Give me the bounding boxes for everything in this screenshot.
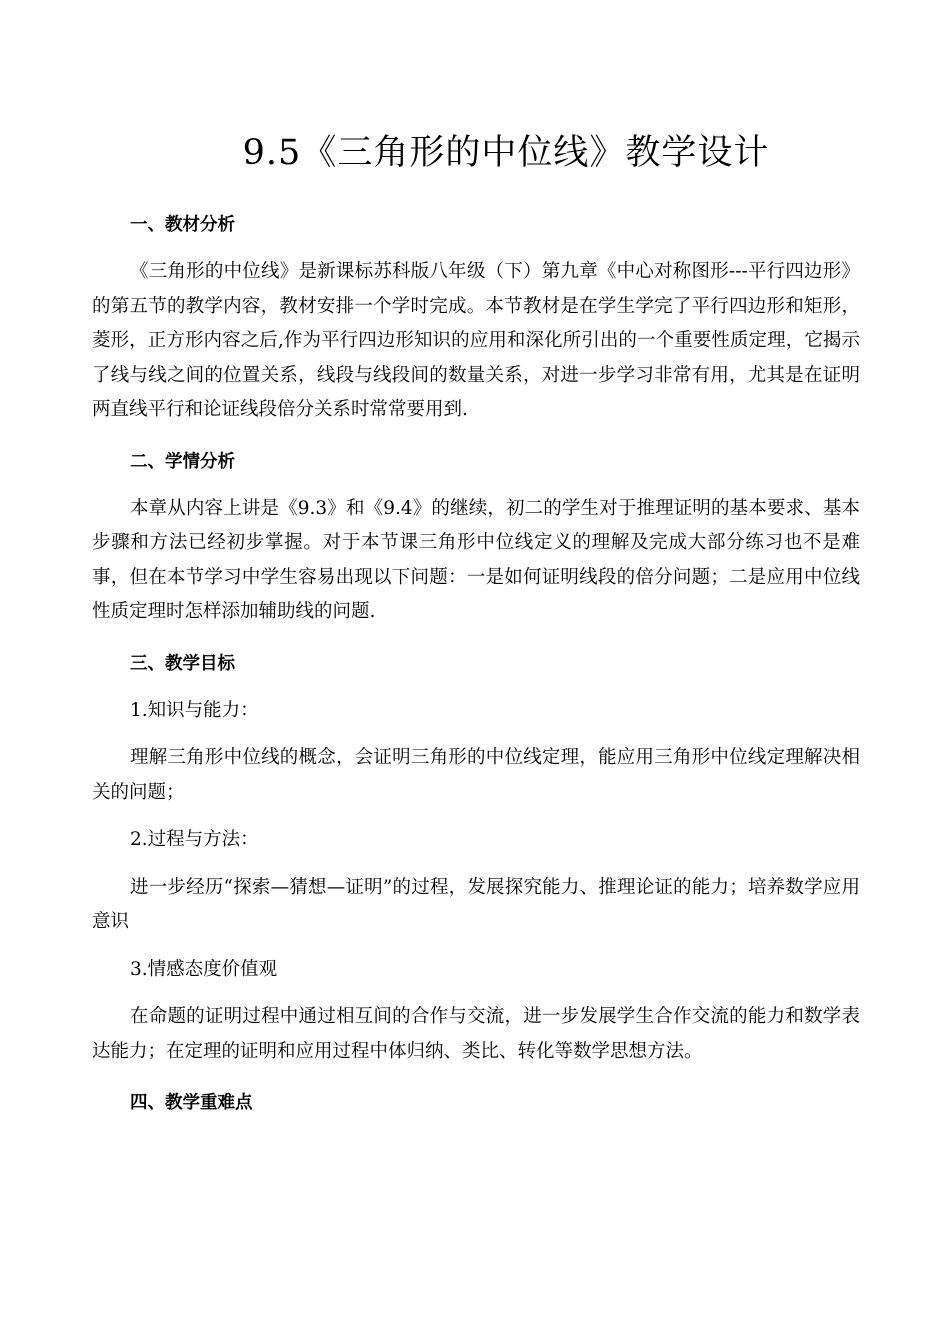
section-heading-learners: 二、学情分析 <box>130 451 235 472</box>
spacer <box>92 810 860 823</box>
document-body <box>92 208 860 1120</box>
paragraph-objective-process: 进一步经历“探索—猜想—证明”的过程，发展探究能力、推理论证的能力；培养数学应用意识 <box>92 876 860 932</box>
paragraph-objective-attitude: 在命题的证明过程中通过相互间的合作与交流，进一步发展学生合作交流的能力和数学表达能力；在定理的证明和应用过程中体归纳、类比、转化等数学思想方法。 <box>92 1006 860 1062</box>
spacer <box>92 858 860 871</box>
spacer <box>92 940 860 953</box>
spacer <box>92 479 860 492</box>
section-heading-objectives: 三、教学目标 <box>130 653 235 674</box>
spacer <box>92 630 860 647</box>
objective-subheading-knowledge: 1.知识与能力： <box>130 699 259 721</box>
objective-subheading-process: 2.过程与方法： <box>130 829 259 850</box>
spacer <box>92 428 860 445</box>
paragraph-materials-analysis: 《三角形的中位线》是新课标苏科版八年级（下）第九章《中心对称图形---平行四边形》的第五节的教学内容，教材安排一个学时完成。本节教材是在学生学完了平行四边形和矩形，菱形，正方形内容之后,作为平行四边形知识的应用和深化所引出的一个重要性质定理，它揭示了线与线之间的位置关系，线段与线段间的数量关系，对进一步学习非常有用，尤其是在证明两直线平行和论证线段倍分关系时常常要用到. <box>92 261 860 420</box>
spacer <box>92 681 860 694</box>
spacer <box>92 242 860 255</box>
spacer <box>92 1069 860 1086</box>
spacer <box>92 987 860 1000</box>
section-heading-materials: 一、教材分析 <box>130 215 235 235</box>
paragraph-objective-knowledge: 理解三角形中位线的概念，会证明三角形的中位线定理，能应用三角形中位线定理解决相关的问题； <box>92 747 860 803</box>
section-heading-key-points: 四、教学重难点 <box>130 1093 253 1113</box>
document-title: 9.5《三角形的中位线》教学设计 <box>242 133 770 173</box>
spacer <box>92 728 860 741</box>
paragraph-learner-analysis: 本章从内容上讲是《9.3》和《9.4》的继续，初二的学生对于推理证明的基本要求、基本步骤和方法已经初步掌握。对于本节课三角形中位线定义的理解及完成大部分练习也不是难事，但在本节学习中学生容易出现以下问题：一是如何证明线段的倍分问题；二是应用中位线性质定理时怎样添加辅助线的问题. <box>92 497 860 622</box>
objective-subheading-attitude: 3.情感态度价值观 <box>130 958 278 980</box>
